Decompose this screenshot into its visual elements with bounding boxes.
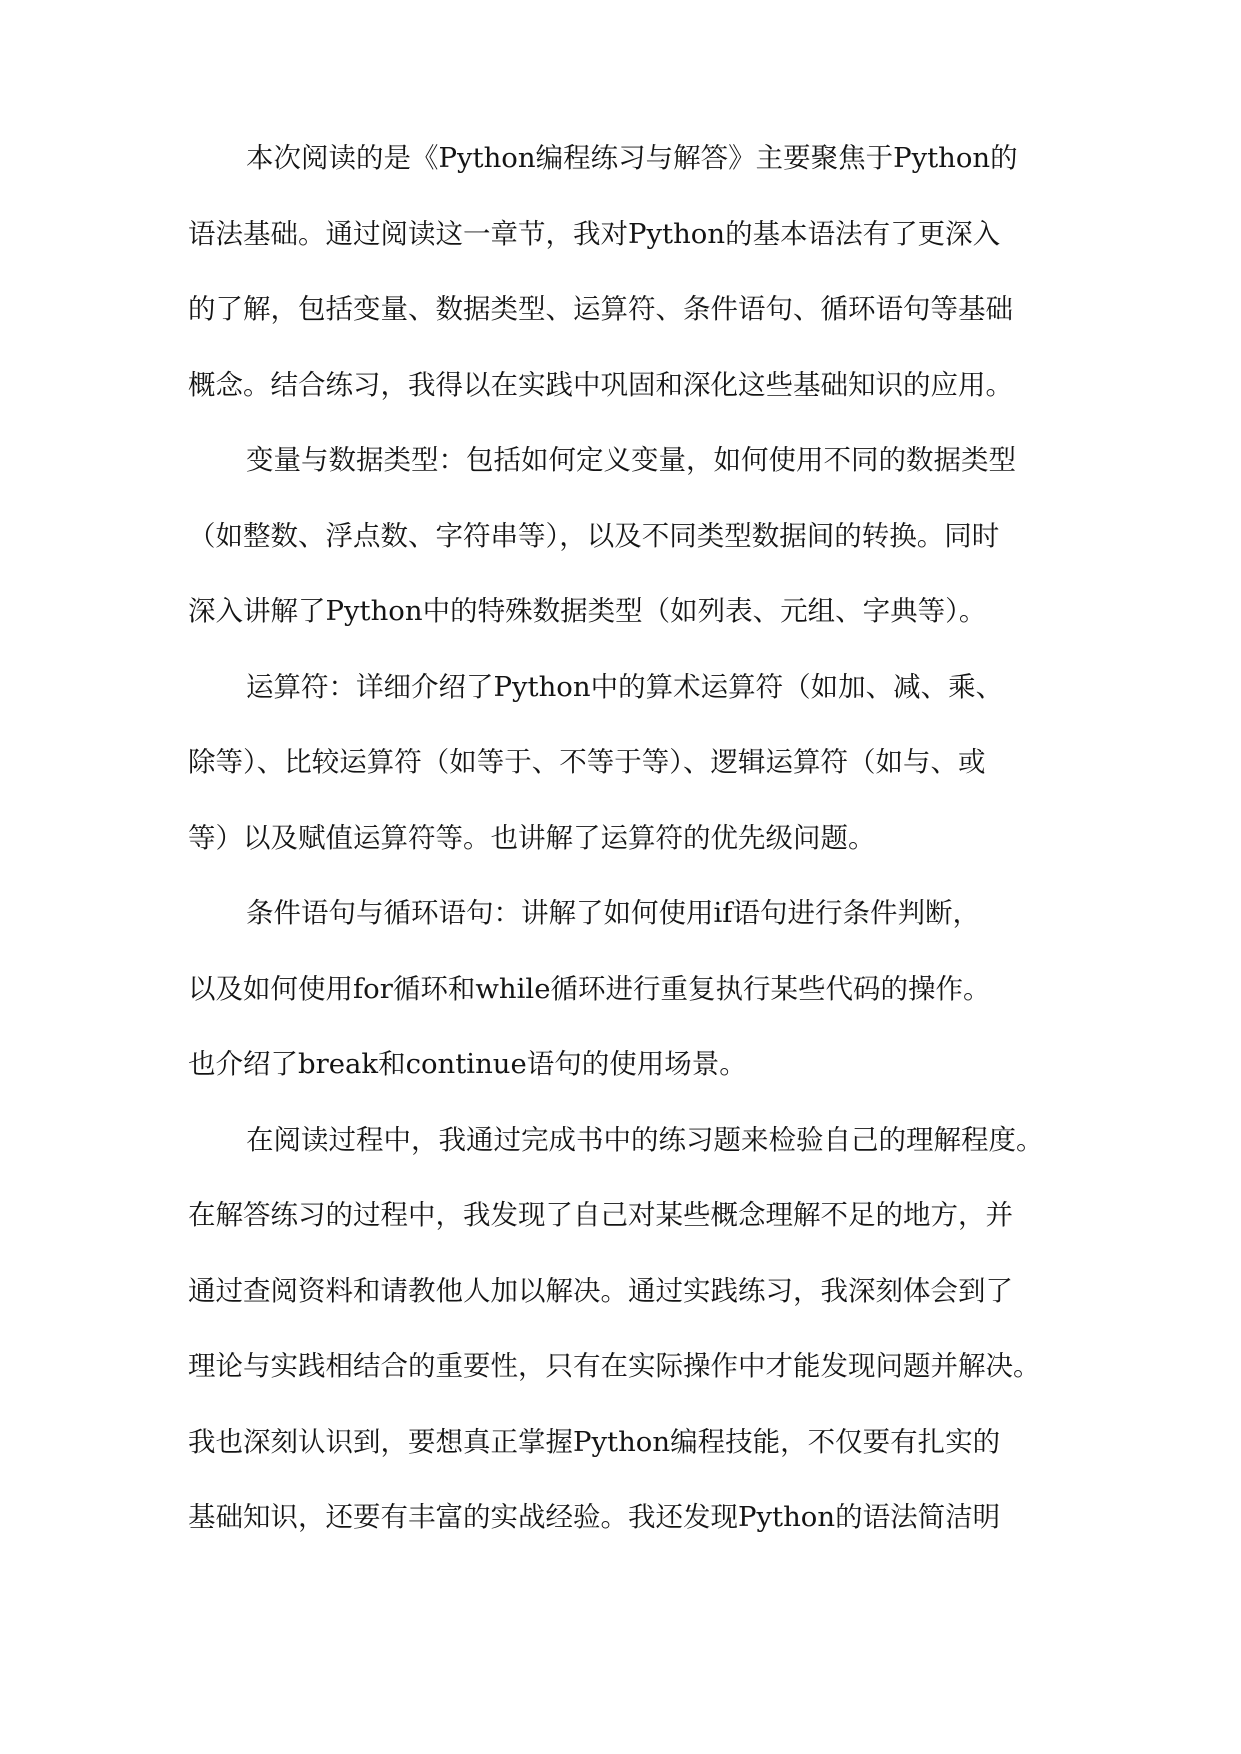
text-line: 深入讲解了Python中的特殊数据类型（如列表、元组、字典等）。 [188, 595, 987, 627]
text-line: 我也深刻认识到，要想真正掌握Python编程技能，不仅要有扎实的 [188, 1425, 1001, 1458]
text-line: 在阅读过程中，我通过完成书中的练习题来检验自己的理解程度。 [246, 1123, 1044, 1156]
text-line: 通过查阅资料和请教他人加以解决。通过实践练习，我深刻体会到了 [188, 1274, 1013, 1307]
text-line: 运算符：详细介绍了Python中的算术运算符（如加、减、乘、 [246, 670, 1004, 703]
body-text [188, 143, 1058, 1578]
text-line: 基础知识，还要有丰富的实战经验。我还发现Python的语法简洁明 [188, 1501, 1001, 1533]
text-line: 条件语句与循环语句：讲解了如何使用if语句进行条件判断， [246, 897, 980, 929]
text-line: 变量与数据类型：包括如何定义变量，如何使用不同的数据类型 [246, 444, 1016, 476]
text-line: 也介绍了break和continue语句的使用场景。 [188, 1048, 747, 1080]
text-line: 理论与实践相结合的重要性，只有在实际操作中才能发现问题并解决。 [188, 1350, 1041, 1382]
text-line: 的了解，包括变量、数据类型、运算符、条件语句、循环语句等基础 [188, 293, 1013, 325]
text-line: 在解答练习的过程中，我发现了自己对某些概念理解不足的地方，并 [188, 1199, 1013, 1231]
text-line: （如整数、浮点数、字符串等），以及不同类型数据间的转换。同时 [188, 519, 1000, 552]
text-line: 概念。结合练习，我得以在实践中巩固和深化这些基础知识的应用。 [188, 368, 1013, 401]
text-line: 本次阅读的是《Python编程练习与解答》主要聚焦于Python的 [246, 142, 1018, 174]
text-line: 等）以及赋值运算符等。也讲解了运算符的优先级问题。 [188, 821, 876, 854]
text-line: 除等）、比较运算符（如等于、不等于等）、逻辑运算符（如与、或 [188, 746, 986, 778]
text-line: 以及如何使用for循环和while循环进行重复执行某些代码的操作。 [188, 972, 991, 1005]
text-line: 语法基础。通过阅读这一章节，我对Python的基本语法有了更深入 [188, 217, 1001, 250]
